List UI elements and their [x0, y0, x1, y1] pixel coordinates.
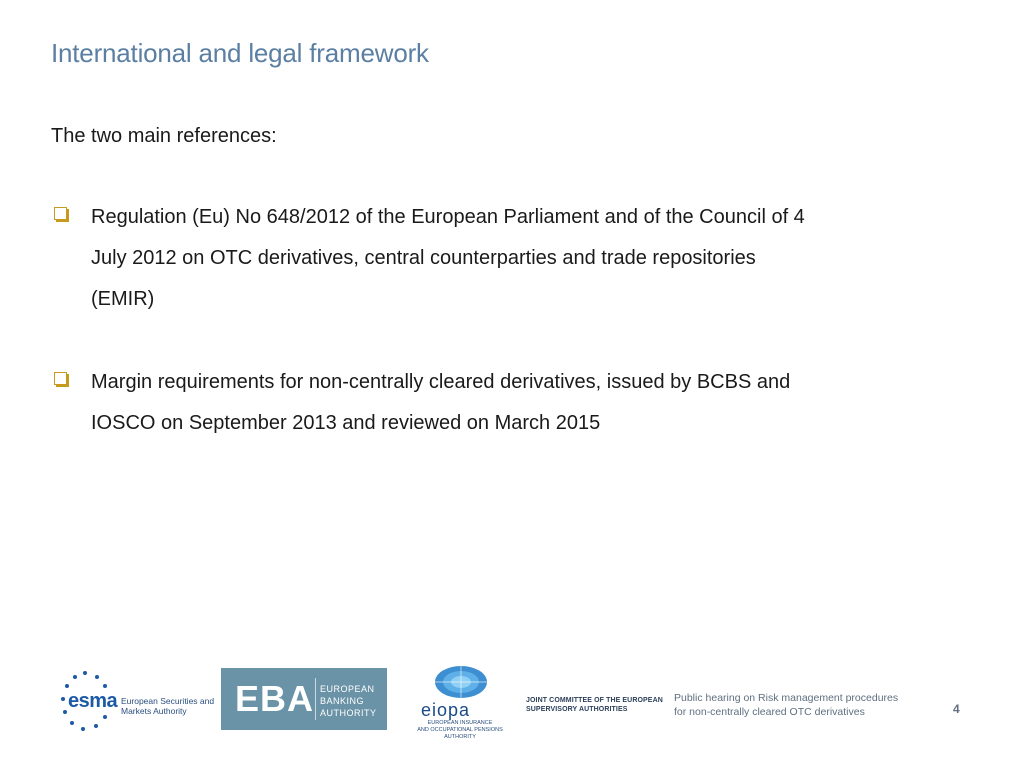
eiopa-wordmark: eiopa: [421, 700, 471, 720]
globe-icon: [433, 664, 489, 700]
eba-divider: [315, 678, 316, 720]
esma-fullname: European Securities and Markets Authority: [121, 696, 215, 716]
eba-logo: [221, 668, 387, 730]
intro-text: The two main references:: [51, 125, 277, 147]
eiopa-fullname: EUROPEAN INSURANCE AND OCCUPATIONAL PENSIONS AUTHORITY: [417, 720, 503, 740]
bullet-item: [51, 362, 811, 444]
esma-wordmark: esma: [68, 690, 118, 712]
eiopa-logo: [405, 664, 515, 740]
esma-logo: [54, 668, 214, 738]
checkbox-bullet-icon: [54, 372, 67, 385]
bullet-item: [51, 197, 811, 320]
footer-caption: Public hearing on Risk management procedures for non-centrally cleared OTC derivatives: [674, 692, 899, 718]
eba-fullname: EUROPEAN BANKING AUTHORITY: [320, 684, 377, 718]
slide-title: International and legal framework: [51, 38, 429, 68]
checkbox-bullet-icon: [54, 207, 67, 220]
bullet-text: Regulation (Eu) No 648/2012 of the European Parliament and of the Council of 4 July 2012 on OTC derivatives, central counterparties and trade repositories (EMIR): [91, 206, 805, 310]
joint-committee-label: JOINT COMMITTEE OF THE EUROPEAN SUPERVISORY AUTHORITIES: [526, 697, 663, 713]
eba-wordmark: EBA: [235, 678, 315, 719]
page-number: 4: [953, 702, 960, 716]
bullet-text: Margin requirements for non-centrally cleared derivatives, issued by BCBS and IOSCO on September 2013 and reviewed on March 2015: [91, 371, 791, 434]
footer: [0, 660, 1024, 768]
